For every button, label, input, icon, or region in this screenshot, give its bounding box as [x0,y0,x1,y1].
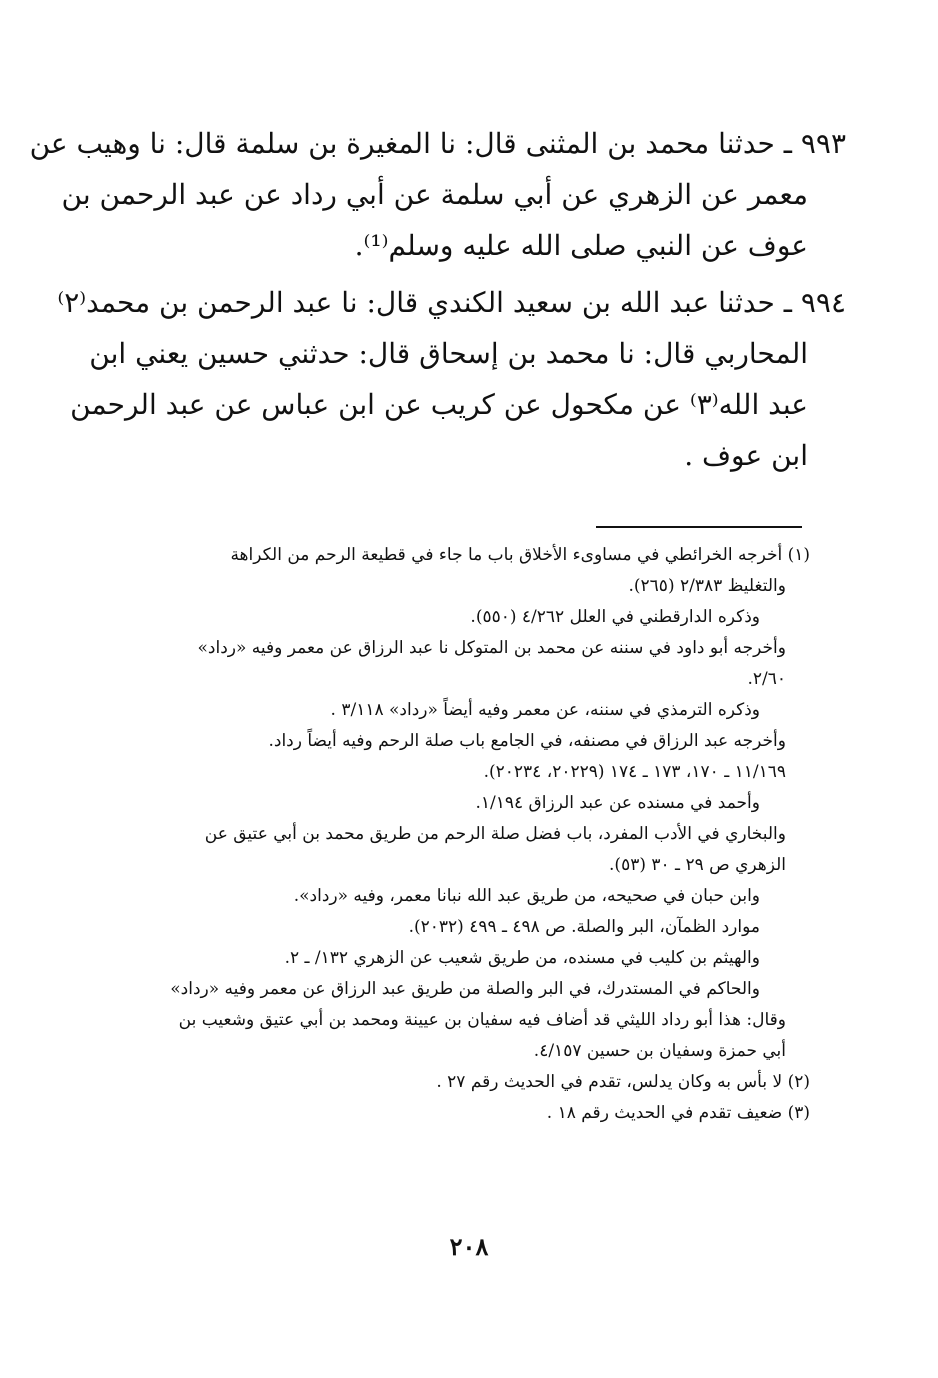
footnote-line: والتغليظ ٢/٣٨٣ (٢٦٥). [628,576,786,596]
hadith-994 [57,277,846,481]
hadith-line: عوف عن النبي صلى الله عليه وسلم⁽¹⁾. [354,229,808,262]
footnotes [110,540,810,1129]
hadith-line: المحاربي قال: نا محمد بن إسحاق قال: حدثني حسين يعني ابن [89,337,808,370]
footnote-line: ١١/١٦٩ ـ ١٧٠، ١٧٣ ـ ١٧٤ (٢٠٢٢٩، ٢٠٢٣٤). [483,762,786,782]
footnote-line: موارد الظمآن، البر والصلة. ص ٤٩٨ ـ ٤٩٩ (٢٠٣٢). [408,917,760,937]
footnote-line: وقال: هذا أبو رداد الليثي قد أضاف فيه سفيان بن عيينة ومحمد بن أبي عتيق وشعيب بن [178,1010,786,1030]
main-text [29,118,846,487]
footnote-separator [596,526,802,528]
footnote-line: (٣) ضعيف تقدم في الحديث رقم ١٨ . [546,1103,810,1123]
footnote-line: وأخرجه أبو داود في سننه عن محمد بن المتوكل نا عبد الرزاق عن معمر وفيه «رداد» [197,638,786,658]
hadith-line: ٩٩٣ ـ حدثنا محمد بن المثنى قال: نا المغيرة بن سلمة قال: نا وهيب عن [29,127,846,160]
footnote-line: أبي حمزة وسفيان بن حسين ٤/١٥٧. [533,1041,786,1061]
footnote-line: وابن حبان في صحيحه، من طريق عبد الله نبانا معمر، وفيه «رداد». [293,886,760,906]
footnote-line: (٢) لا بأس به وكان يدلس، تقدم في الحديث رقم ٢٧ . [436,1072,810,1092]
hadith-line: ٩٩٤ ـ حدثنا عبد الله بن سعيد الكندي قال: نا عبد الرحمن بن محمد⁽٢⁾ [57,286,846,319]
hadith-993 [29,118,846,271]
footnote-line: وذكره الدارقطني في العلل ٤/٢٦٢ (٥٥٠). [470,607,760,627]
hadith-line: عبد الله⁽٣⁾ عن مكحول عن كريب عن ابن عباس عن عبد الرحمن [70,388,808,421]
footnote-line: وأحمد في مسنده عن عبد الرزاق ١/١٩٤. [475,793,760,813]
hadith-line: معمر عن الزهري عن أبي سلمة عن أبي رداد عن عبد الرحمن بن [61,178,808,211]
hadith-line: ابن عوف . [684,439,808,472]
footnote-line: والحاكم في المستدرك، في البر والصلة من طريق عبد الرزاق عن معمر وفيه «رداد» [170,979,760,999]
footnote-line: ٢/٦٠. [747,669,786,689]
footnote-line: وذكره الترمذي في سننه، عن معمر وفيه أيضاً «رداد» ٣/١١٨ . [330,700,760,720]
page-number: ٢٠٨ [449,1232,489,1261]
footnote-line: (١) أخرجه الخرائطي في مساوىء الأخلاق باب ما جاء في قطيعة الرحم من الكراهة [230,545,810,565]
footnote-line: والهيثم بن كليب في مسنده، من طريق شعيب عن الزهري ١٣٢/ ـ ٢. [284,948,760,968]
footnote-line: والبخاري في الأدب المفرد، باب فضل صلة الرحم من طريق محمد بن أبي عتيق عن [204,824,786,844]
footnote-line: الزهري ص ٢٩ ـ ٣٠ (٥٣). [609,855,786,875]
footnote-line: وأخرجه عبد الرزاق في مصنفه، في الجامع باب صلة الرحم وفيه أيضاً رداد. [268,731,786,751]
